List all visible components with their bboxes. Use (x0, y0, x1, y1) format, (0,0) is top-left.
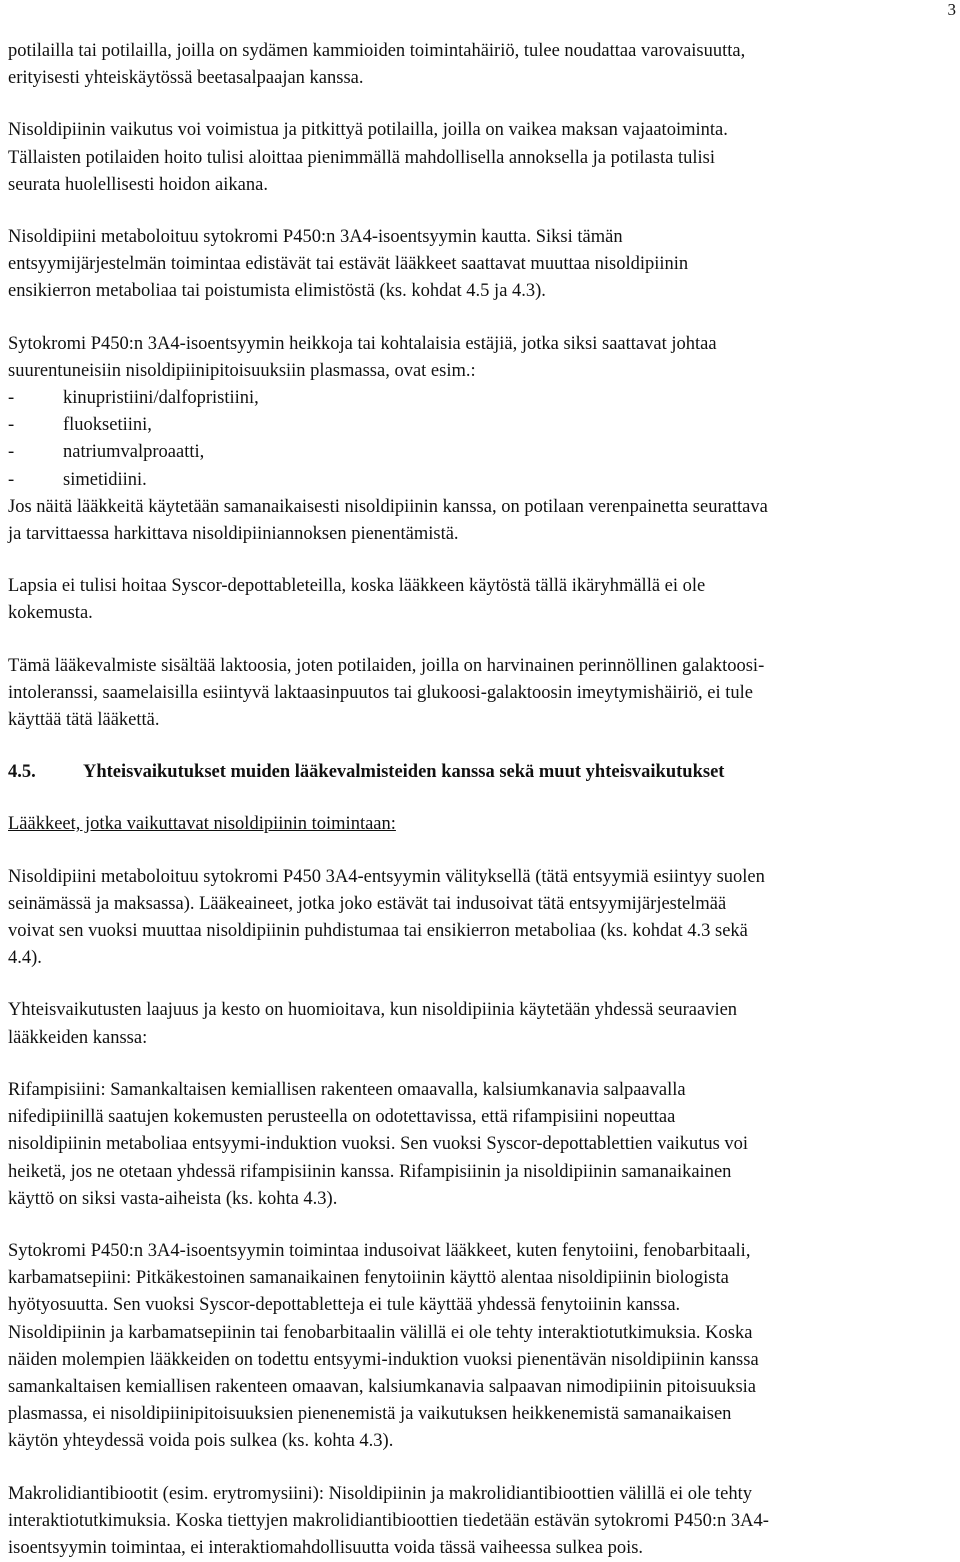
text-line: Makrolidiantibiootit (esim. erytromysiini): Nisoldipiinin ja makrolidiantibioottien välillä ei ole tehty (8, 1483, 752, 1504)
text-line: Nisoldipiinin vaikutus voi voimistua ja pitkittyä potilailla, joilla on vaikea maksan vajaatoiminta. (8, 120, 728, 141)
text-line: Nisoldipiini metaboloituu sytokromi P450 3A4-entsyymin välityksellä (tätä entsyymiä esiintyy suolen (8, 866, 765, 887)
list-item-text: simetidiini. (63, 469, 147, 490)
text-line: Tämä lääkevalmiste sisältää laktoosia, joten potilaiden, joilla on harvinainen perinnöllinen galaktoosi- (8, 655, 765, 676)
section-number: 4.5. (8, 762, 36, 783)
paragraph-cyp3a4 (8, 864, 954, 973)
list-dash: - (8, 442, 15, 463)
paragraph-precaution-heart (8, 38, 954, 92)
text-line: ensikierron metaboliaa tai poistumista elimistöstä (ks. kohdat 4.5 ja 4.3). (8, 281, 546, 302)
list-dash: - (8, 388, 15, 409)
text-line: Sytokromi P450:n 3A4-isoentsyymin heikkoja tai kohtalaisia estäjiä, jotka siksi saattavat johtaa (8, 333, 717, 354)
text-line: käyttö on siksi vasta-aiheista (ks. kohta 4.3). (8, 1188, 338, 1209)
text-line: isoentsyymin toimintaa, ei interaktiomahdollisuutta voida tässä vaiheessa sulkea pois. (8, 1537, 644, 1558)
paragraph-inhibitors (8, 331, 954, 385)
text-line: Sytokromi P450:n 3A4-isoentsyymin toimintaa indusoivat lääkkeet, kuten fenytoiini, fenobarbitaali, (8, 1240, 751, 1261)
paragraph-children (8, 573, 954, 627)
list-item (8, 385, 954, 412)
list-dash: - (8, 469, 15, 490)
page-number: 3 (947, 0, 956, 19)
section-title: Yhteisvaikutukset muiden lääkevalmisteiden kanssa sekä muut yhteisvaikutukset (83, 762, 725, 783)
text-line: voivat sen vuoksi muuttaa nisoldipiinin puhdistumaa tai ensikierron metaboliaa (ks. kohdat 4.3 sekä (8, 921, 748, 942)
text-line: käyttää tätä lääkettä. (8, 710, 160, 731)
list-item-text: natriumvalproaatti, (63, 442, 205, 463)
paragraph-bp-monitoring (8, 494, 954, 548)
text-line: samankaltaisen kemiallisen rakenteen omaavan, kalsiumkanavia salpaavan nimodipiinin pitoisuuksia (8, 1376, 757, 1397)
list-item-text: kinupristiini/dalfopristiini, (63, 388, 259, 409)
text-line: käytön yhteydessä voida pois sulkea (ks. kohta 4.3). (8, 1431, 394, 1452)
text-line: Yhteisvaikutusten laajuus ja kesto on huomioitava, kun nisoldipiinia käytetään yhdessä seuraavien (8, 1000, 738, 1021)
text-line: hyötyosuutta. Sen vuoksi Syscor-depottabletteja ei tule käyttää yhdessä fenytoiinin kanssa. (8, 1295, 681, 1316)
text-line: suurentuneisiin nisoldipiinipitoisuuksiin plasmassa, ovat esim.: (8, 360, 476, 381)
text-line: Jos näitä lääkkeitä käytetään samanaikaisesti nisoldipiinin kanssa, on potilaan verenpainetta seurattava (8, 496, 768, 517)
text-line: plasmassa, ei nisoldipiinipitoisuuksien pienenemistä ja vaikutuksen heikkenemistä samanaikaisen (8, 1404, 732, 1425)
text-line: karbamatsepiini: Pitkäkestoinen samanaikainen fenytoiinin käyttö alentaa nisoldipiinin biologista (8, 1268, 729, 1289)
paragraph-extent (8, 997, 954, 1051)
text-line: Tällaisten potilaiden hoito tulisi aloittaa pienimmällä mahdollisella annoksella ja potilasta tulisi (8, 147, 715, 168)
paragraph-metabolism (8, 224, 954, 306)
text-line: Lapsia ei tulisi hoitaa Syscor-depottableteilla, koska lääkkeen käytöstä tällä ikäryhmällä ei ole (8, 576, 706, 597)
list-item (8, 412, 954, 439)
text-line: Rifampisiini: Samankaltaisen kemiallisen rakenteen omaavalla, kalsiumkanavia salpaavalla (8, 1079, 686, 1100)
section-heading (8, 759, 954, 786)
text-line: näiden molempien lääkkeiden on todettu entsyymi-induktion vuoksi pienentävän nisoldipiinin kanssa (8, 1349, 759, 1370)
subheading-text: Lääkkeet, jotka vaikuttavat nisoldipiinin toimintaan: (8, 814, 396, 835)
paragraph-macrolides (8, 1481, 954, 1562)
text-line: potilailla tai potilailla, joilla on sydämen kammioiden toimintahäiriö, tulee noudattaa varovaisuutta, (8, 41, 746, 61)
document-body (8, 38, 954, 1562)
text-line: lääkkeiden kanssa: (8, 1027, 148, 1048)
text-line: Nisoldipiinin ja karbamatsepiinin tai fenobarbitaalin välillä ei ole tehty interaktiotutkimuksia. Koska (8, 1322, 753, 1343)
paragraph-inducers (8, 1238, 954, 1456)
list-item (8, 467, 954, 494)
text-line: kokemusta. (8, 603, 93, 624)
text-line: heiketä, jos ne otetaan yhdessä rifampisiinin kanssa. Rifampisiinin ja nisoldipiinin samanaikainen (8, 1161, 732, 1182)
text-line: nifedipiinillä saatujen kokemusten perusteella on odotettavissa, että rifampisiini nopeuttaa (8, 1107, 676, 1128)
text-line: 4.4). (8, 948, 42, 969)
text-line: entsyymijärjestelmän toimintaa edistävät tai estävät lääkkeet saattavat muuttaa nisoldipiinin (8, 254, 689, 275)
text-line: erityisesti yhteiskäytössä beetasalpaajan kanssa. (8, 68, 364, 89)
text-line: seurata huolellisesti hoidon aikana. (8, 174, 268, 195)
text-line: Nisoldipiini metaboloituu sytokromi P450:n 3A4-isoentsyymin kautta. Siksi tämän (8, 227, 623, 248)
text-line: intoleranssi, saamelaisilla esiintyvä laktaasinpuutos tai glukoosi-galaktoosin imeytymishäiriö, ei tule (8, 682, 753, 703)
list-item-text: fluoksetiini, (63, 415, 152, 436)
text-line: interaktiotutkimuksia. Koska tiettyjen makrolidiantibioottien tiedetään estävän sytokromi P450:n 3A4- (8, 1510, 769, 1531)
paragraph-rifampicin (8, 1077, 954, 1213)
text-line: seinämässä ja maksassa). Lääkeaineet, jotka joko estävät tai indusoivat tätä entsyymijärjestelmää (8, 893, 727, 914)
paragraph-liver (8, 117, 954, 199)
list-dash: - (8, 415, 15, 436)
subheading (8, 811, 954, 838)
inhibitor-list (8, 385, 954, 494)
text-line: nisoldipiinin metaboliaa entsyymi-induktion vuoksi. Sen vuoksi Syscor-depottablettien vaikutus voi (8, 1134, 749, 1155)
paragraph-lactose (8, 653, 954, 735)
text-line: ja tarvittaessa harkittava nisoldipiiniannoksen pienentämistä. (8, 524, 459, 545)
list-item (8, 439, 954, 466)
